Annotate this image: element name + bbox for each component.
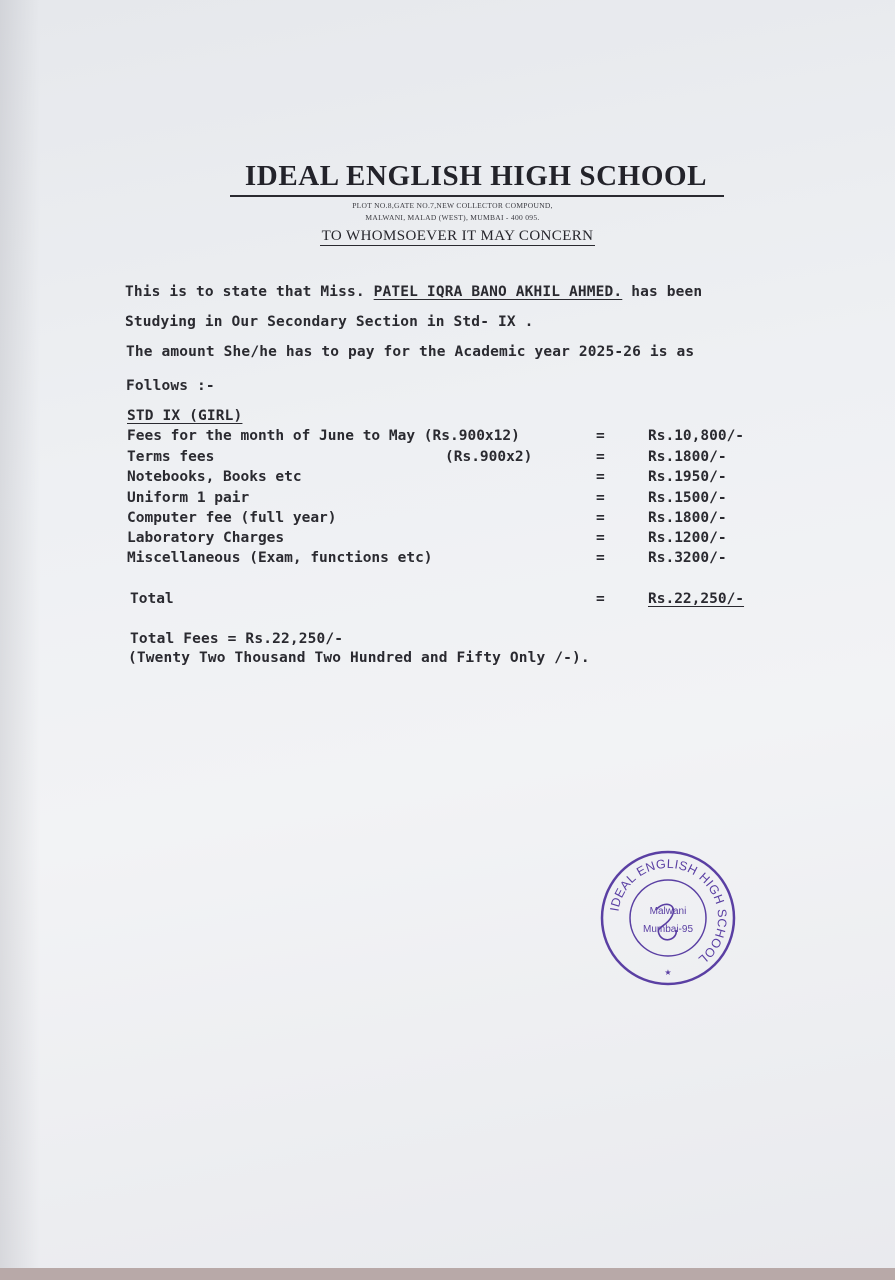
fee-total-equals: = [596,591,605,607]
fee-note: (Rs.900x2) [445,449,533,465]
fee-equals: = [596,550,605,566]
total-fees-in-words: (Twenty Two Thousand Two Hundred and Fifty Only /-). [128,650,590,666]
fee-total-amount: Rs.22,250/- [648,591,745,607]
fee-description: Laboratory Charges [127,530,285,546]
stamp-center-line1: Malwani [649,906,687,917]
fee-total-row [130,591,790,611]
stamp-seal-icon [602,852,734,984]
school-stamp [598,848,738,988]
fee-amount: Rs.1200/- [648,530,727,546]
fee-equals: = [596,530,605,546]
fee-description: Fees for the month of June to May (Rs.900x12) [127,428,520,444]
school-address-line1: PLOT NO.8,GATE NO.7,NEW COLLECTOR COMPOUND, [352,201,553,210]
fee-description: Computer fee (full year) [127,510,337,526]
statement-suffix: has been [631,284,703,300]
fee-row [127,428,787,448]
fee-equals: = [596,428,605,444]
statement-line3: The amount She/he has to pay for the Academic year 2025-26 is as [126,344,695,360]
fee-row [127,449,787,469]
fee-section-title: STD IX (GIRL) [127,408,243,424]
fee-description: Miscellaneous (Exam, functions etc) [127,550,433,566]
stamp-center-line2: Mumbai-95 [642,924,694,935]
fee-description: Notebooks, Books etc [127,469,302,485]
total-fees-summary: Total Fees = Rs.22,250/- [130,631,344,647]
stamp-outer-ring [602,852,734,984]
fee-equals: = [596,490,605,506]
school-name-underline [230,195,724,197]
stamp-ring-text: IDEAL ENGLISH HIGH SCHOOL [607,856,730,968]
fee-row [127,510,787,530]
fee-equals: = [596,510,605,526]
fee-amount: Rs.1500/- [648,490,727,506]
fee-description: Terms fees [127,449,215,465]
stamp-inner-ring [630,880,706,956]
concern-heading-text: TO WHOMSOEVER IT MAY CONCERN [321,228,594,244]
school-name: IDEAL ENGLISH HIGH SCHOOL [244,160,708,192]
fee-total-label: Total [130,591,174,607]
statement-prefix: This is to state that Miss. [125,284,365,300]
fee-row [127,490,787,510]
fee-row [127,469,787,489]
fee-row [127,550,787,570]
fee-amount: Rs.1800/- [648,449,727,465]
fee-equals: = [596,449,605,465]
concern-heading [0,228,895,245]
statement-line2: Studying in Our Secondary Section in Std- IX . [125,314,534,330]
fee-amount: Rs.10,800/- [648,428,745,444]
statement-line4: Follows :- [126,378,215,394]
fee-equals: = [596,469,605,485]
fee-description: Uniform 1 pair [127,490,250,506]
stamp-star: ★ [664,968,672,977]
school-address-line2: MALWANI, MALAD (WEST), MUMBAI - 400 095. [365,213,540,222]
statement-line1 [125,284,702,300]
fee-amount: Rs.3200/- [648,550,727,566]
student-name: PATEL IQRA BANO AKHIL AHMED. [373,284,623,300]
fee-amount: Rs.1950/- [648,469,727,485]
fee-amount: Rs.1800/- [648,510,727,526]
fee-row [127,530,787,550]
